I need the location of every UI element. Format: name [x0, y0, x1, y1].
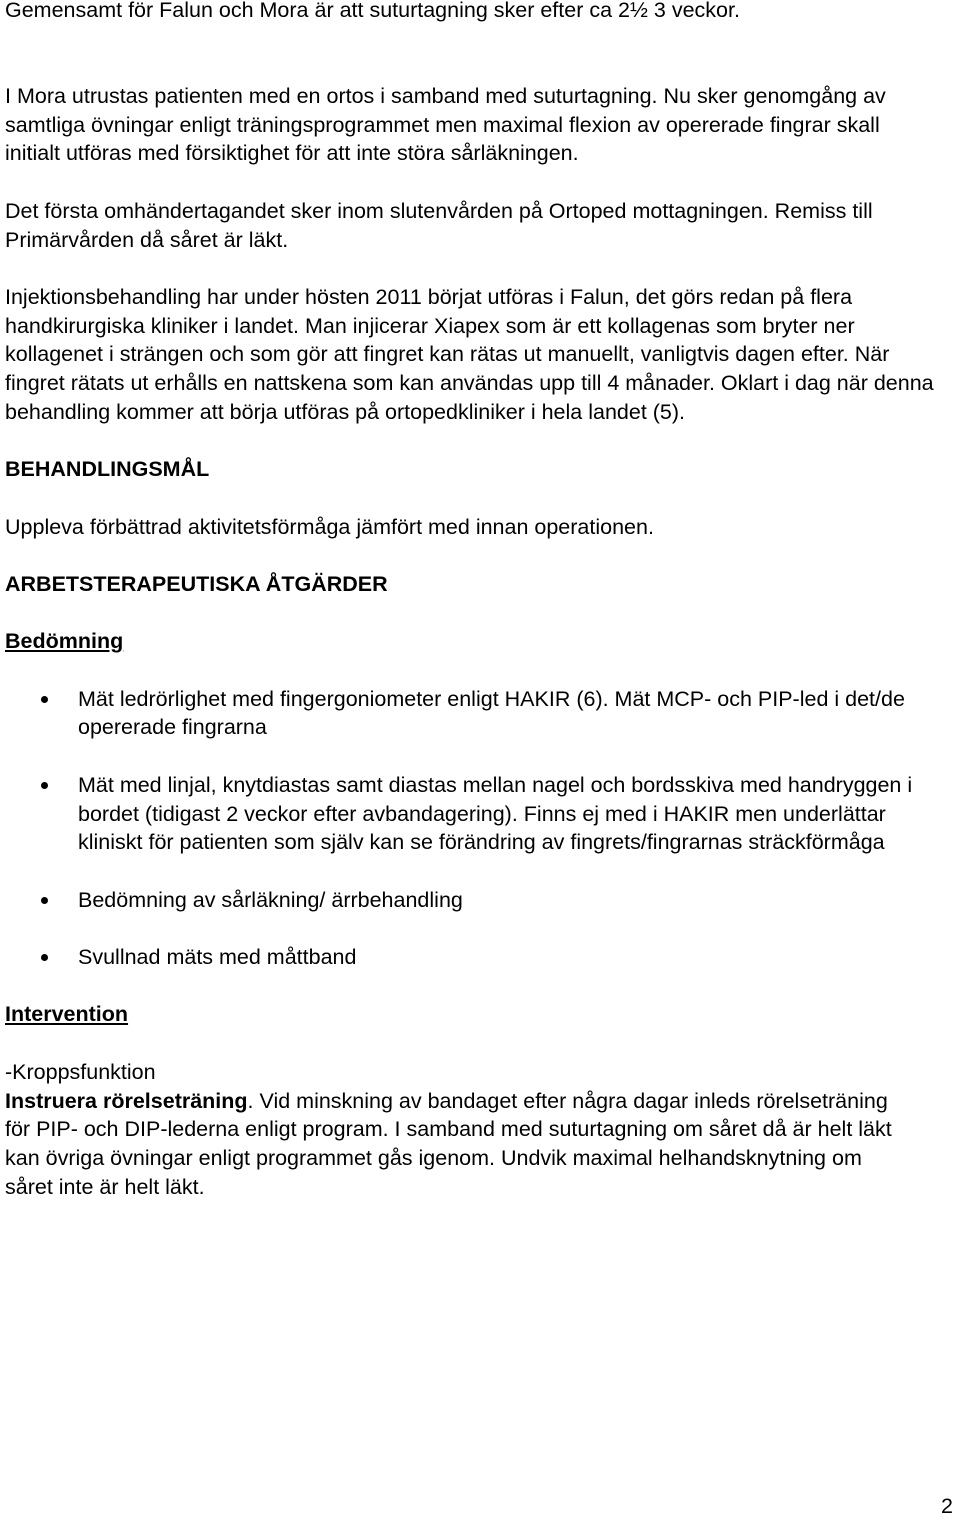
paragraph-suture-timing: Gemensamt för Falun och Mora är att suturtagning sker efter ca 2½ 3 veckor. [5, 0, 740, 22]
list-item-text: Svullnad mäts med måttband [78, 945, 357, 970]
intervention-lead: Instruera rörelseträning [5, 1088, 248, 1113]
bullet-icon [41, 954, 48, 961]
goal-text: Uppleva förbättrad aktivitetsförmåga jämfört med innan operationen. [5, 514, 654, 539]
list-item-text: Mät ledrörlighet med fingergoniometer enligt HAKIR (6). Mät MCP- och PIP-led i det/de opererade fingrarna [78, 686, 905, 740]
measures-heading: ARBETSTERAPEUTISKA ÅTGÄRDER [5, 571, 388, 596]
list-item [5, 771, 955, 857]
list-spacer [5, 914, 955, 943]
intervention-text [5, 1087, 905, 1202]
bullet-icon [41, 897, 48, 904]
list-spacer [5, 742, 955, 771]
list-item-text: Mät med linjal, knytdiastas samt diastas mellan nagel och bordsskiva med handryggen i bordet (tidigast 2 veckor efter avbandagering). Finns ej med i HAKIR men underlättar kliniskt för patienten som själv kan se förändring av fingrets/fingrarnas sträckförmåga [78, 772, 913, 855]
bullet-icon [41, 782, 48, 789]
list-spacer [5, 857, 955, 886]
assessment-heading: Bedömning [5, 629, 124, 654]
bullet-icon [41, 696, 48, 703]
goal-heading: BEHANDLINGSMÅL [5, 457, 210, 482]
page-number: 2 [941, 1494, 953, 1518]
paragraph-mora-orthosis: I Mora utrustas patienten med en ortos i samband med suturtagning. Nu sker genomgång av samtliga övningar enligt träningsprogrammet men maximal flexion av opererade fingrar skall initialt utföras med försiktighet för att inte störa sårläkningen. [5, 84, 886, 166]
intervention-body: . Vid minskning av bandaget efter några dagar inleds rörelseträning för PIP- och DIP-lederna enligt program. I samband med suturtagning om såret då är helt läkt kan övriga övningar enligt programmet gås igenom. Undvik maximal helhandsknytning om såret inte är helt läkt. [5, 1088, 892, 1199]
paragraph-injection-treatment: Injektionsbehandling har under hösten 2011 börjat utföras i Falun, det görs redan på flera handkirurgiska kliniker i landet. Man injicerar Xiapex som är ett kollagenas som bryter ner kollagenet i strängen och som gör att fingret kan rätas ut manuellt, vanligtvis dagen efter. När fingret rätats ut erhålls en nattskena som kan användas upp till 4 månader. Oklart i dag när denna behandling kommer att börja utföras på ortopedkliniker i hela landet (5). [5, 284, 934, 424]
document-page [5, 0, 955, 1201]
list-item [5, 886, 955, 915]
list-item [5, 943, 955, 972]
paragraph-first-care: Det första omhändertagandet sker inom slutenvården på Ortoped mottagningen. Remiss till Primärvården då såret är läkt. [5, 198, 873, 252]
assessment-list [5, 685, 955, 972]
intervention-category: -Kroppsfunktion [5, 1059, 156, 1084]
list-item-text: Bedömning av sårläkning/ ärrbehandling [78, 887, 463, 912]
intervention-heading: Intervention [5, 1002, 129, 1027]
list-item [5, 685, 955, 742]
